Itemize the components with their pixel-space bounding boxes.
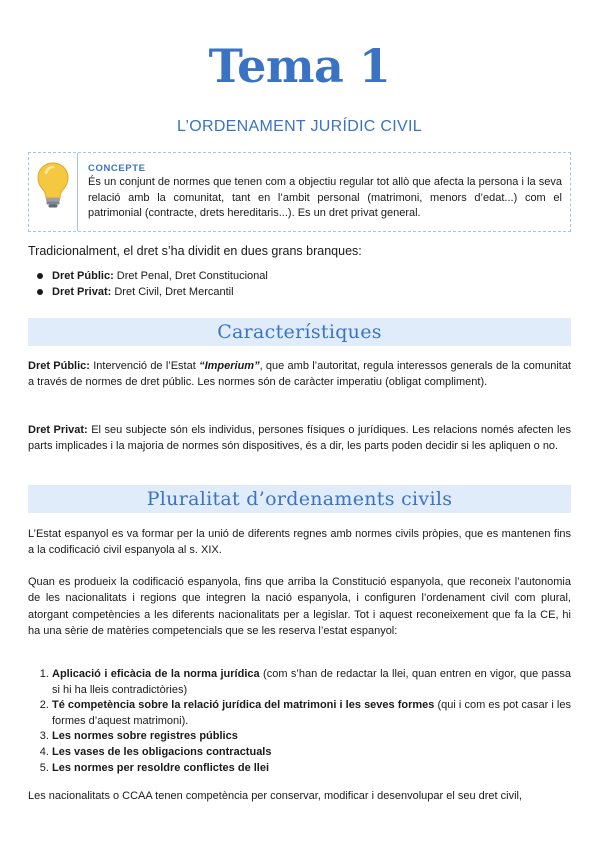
paragraph-text: Intervenció de l’Estat [89, 360, 200, 372]
paragraph-dret-public [28, 358, 571, 391]
section-heading-caracteristiques: Característiques [28, 318, 571, 346]
concept-text: És un conjunt de normes que tenen com a objectiu regular tot allò que afecta la persona i la seva relació amb la comunitat, tant en l’ambit personal (matrimoni, menors d’edat...) com el patrimonial (contracte, drets hereditaris...). Es un dret privat general. [88, 176, 562, 219]
branch-desc: Dret Civil, Dret Mercantil [111, 286, 234, 298]
list-item [52, 284, 571, 300]
concept-label: CONCEPTE [88, 163, 146, 174]
item-bold: Les normes per resoldre conflictes de llei [52, 761, 270, 774]
item-text: (qui i com es pot casar i les formes d’aquest matrimoni). [52, 699, 571, 727]
branches-list [28, 268, 571, 300]
list-item [52, 745, 571, 761]
list-item [52, 698, 571, 729]
emphasis-text: “Imperium” [199, 360, 260, 372]
item-bold: Té competència sobre la relació jurídica del matrimoni i les seves formes [52, 699, 435, 712]
concept-box [28, 152, 571, 232]
item-text: (com s’han de redactar la llei, quan entren en vigor, que passa si hi ha lleis contradictòries) [52, 668, 571, 696]
paragraph-dret-privat [28, 422, 571, 455]
paragraph-text: , que amb l’autoritat, regula interessos generals de la comunitat a través de normes de dret públic. Les normes són de caràcter imperatiu (obligat compliment). [28, 360, 571, 389]
concept-icon-cell [29, 153, 78, 231]
branch-desc: Dret Penal, Dret Constitucional [113, 270, 268, 282]
paragraph-competences: Les nacionalitats o CCAA tenen competència per conservar, modificar i desenvolupar el seu dret civil, [28, 790, 523, 802]
list-item [52, 729, 571, 745]
term-label: Dret Públic: [28, 360, 90, 372]
page-title: Tema 1 [208, 39, 391, 93]
list-item [52, 268, 571, 284]
list-item [52, 667, 571, 698]
paragraph-codification: Quan es produeix la codificació espanyola, fins que arriba la Constitució espanyola, que reconeix l’autonomia de les nacionalitats i regions que integren la nació espanyola, i configuren l’ordenament civil com plural, atorgant competències a les diferents nacionalitats per a legislar. Tot i aquest reconeixement que fa la CE, hi ha una sèrie de matèries competencials que se les reserva l’estat espanyol: [28, 576, 571, 637]
competencies-list [28, 667, 571, 776]
branch-term: Dret Públic: [52, 270, 114, 282]
section-heading-pluralitat: Pluralitat d’ordenaments civils [28, 485, 571, 513]
paragraph-text: El seu subjecte són els individus, persones físiques o jurídiques. Les relacions només afecten les parts implicades i la majoria de normes són dispositives, és a dir, les parts poden decidir si les apliquen o no. [28, 424, 572, 453]
item-bold: Les vases de les obligacions contractuals [52, 745, 272, 758]
page-subtitle: L’ORDENAMENT JURÍDIC CIVIL [177, 118, 422, 135]
concept-body [78, 153, 570, 231]
lightbulb-icon [36, 161, 70, 209]
list-item [52, 761, 571, 777]
intro-paragraph: Tradicionalment, el dret s’ha dividit en dues grans branques: [28, 244, 362, 258]
paragraph-history: L’Estat espanyol es va formar per la unió de diferents regnes amb normes civils pròpies, que es mantenen fins a la codificació civil espanyola al s. XIX. [28, 528, 571, 557]
item-bold: Les normes sobre registres públics [52, 730, 238, 743]
term-label: Dret Privat: [28, 424, 88, 436]
branch-term: Dret Privat: [52, 286, 112, 298]
item-bold: Aplicació i eficàcia de la norma jurídica [52, 668, 260, 680]
